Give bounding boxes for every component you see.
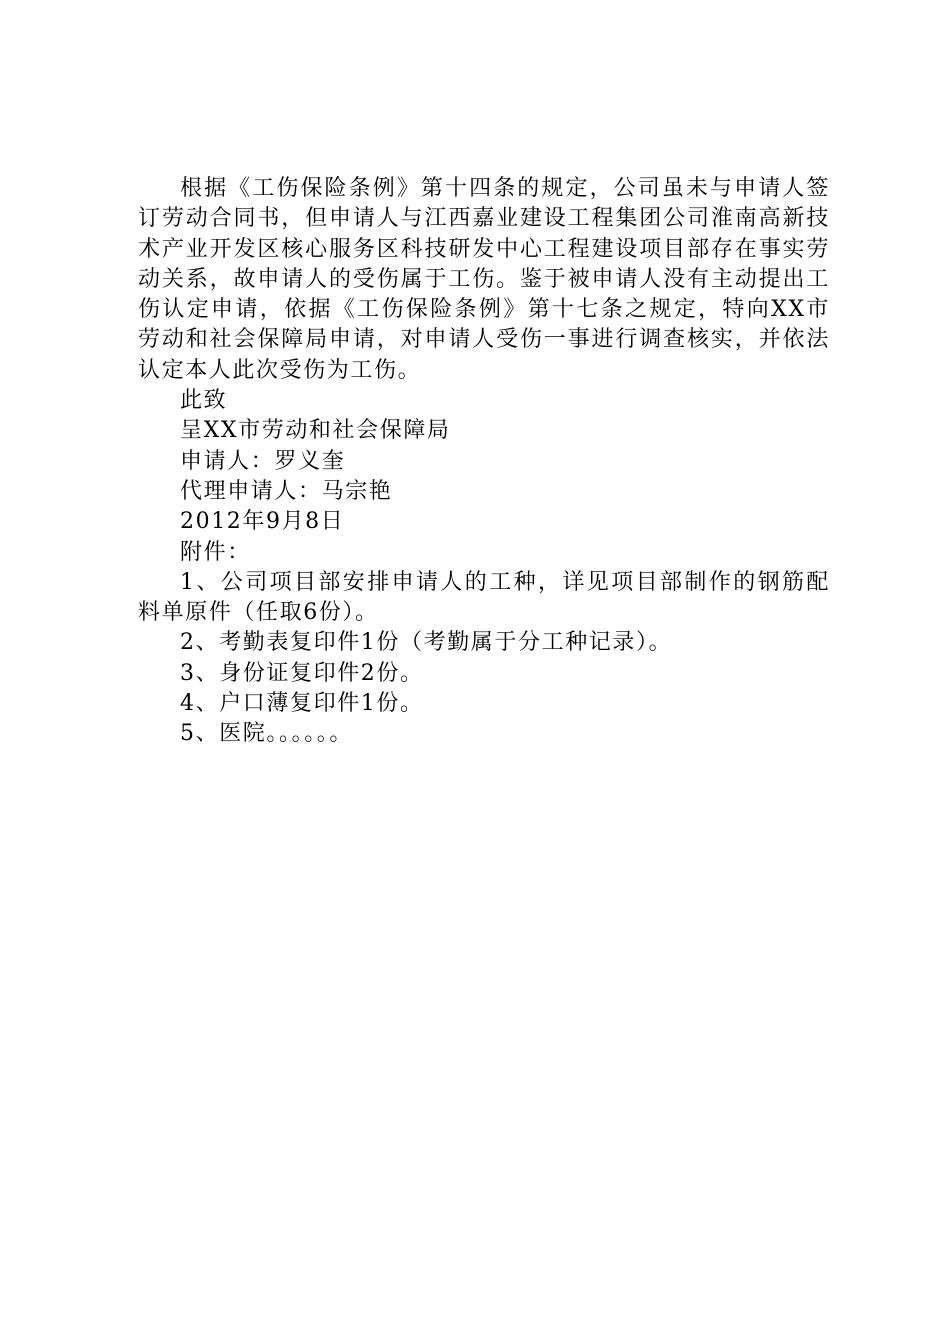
attachment-item: 5、医院。。。。。。 bbox=[180, 721, 353, 747]
attachments-heading: 附件： bbox=[180, 539, 251, 565]
attachment-item: 2、考勤表复印件1份（考勤属于分工种记录）。 bbox=[180, 630, 673, 656]
closing-text: 此致 bbox=[180, 388, 228, 414]
recipient-line: 呈XX市劳动和社会保障局 bbox=[180, 418, 451, 444]
agent-line: 代理申请人：马宗艳 bbox=[180, 478, 393, 504]
attachment-item: 4、户口薄复印件1份。 bbox=[180, 691, 424, 717]
attachment-item: 1、公司项目部安排申请人的工种，详见项目部制作的钢筋配料单原件（任取6份）。 bbox=[138, 569, 830, 626]
applicant-line: 申请人：罗义奎 bbox=[180, 448, 346, 474]
body-paragraph: 根据《工伤保险条例》第十四条的规定，公司虽未与申请人签订劳动合同书，但申请人与江西嘉业建设工程集团公司淮南高新技术产业开发区核心服务区科技研发中心工程建设项目部存在事实劳动关系，故申请人的受伤属于工伤。鉴于被申请人没有主动提出工伤认定申请，依据《工伤保险条例》第十七条之规定，特向XX市劳动和社会保障局申请，对申请人受伤一事进行调查核实，并依法认定本人此次受伤为工伤。 bbox=[138, 176, 830, 383]
document-page bbox=[138, 174, 830, 750]
attachment-item: 3、身份证复印件2份。 bbox=[180, 660, 424, 686]
date-line: 2012年9月8日 bbox=[180, 509, 345, 535]
